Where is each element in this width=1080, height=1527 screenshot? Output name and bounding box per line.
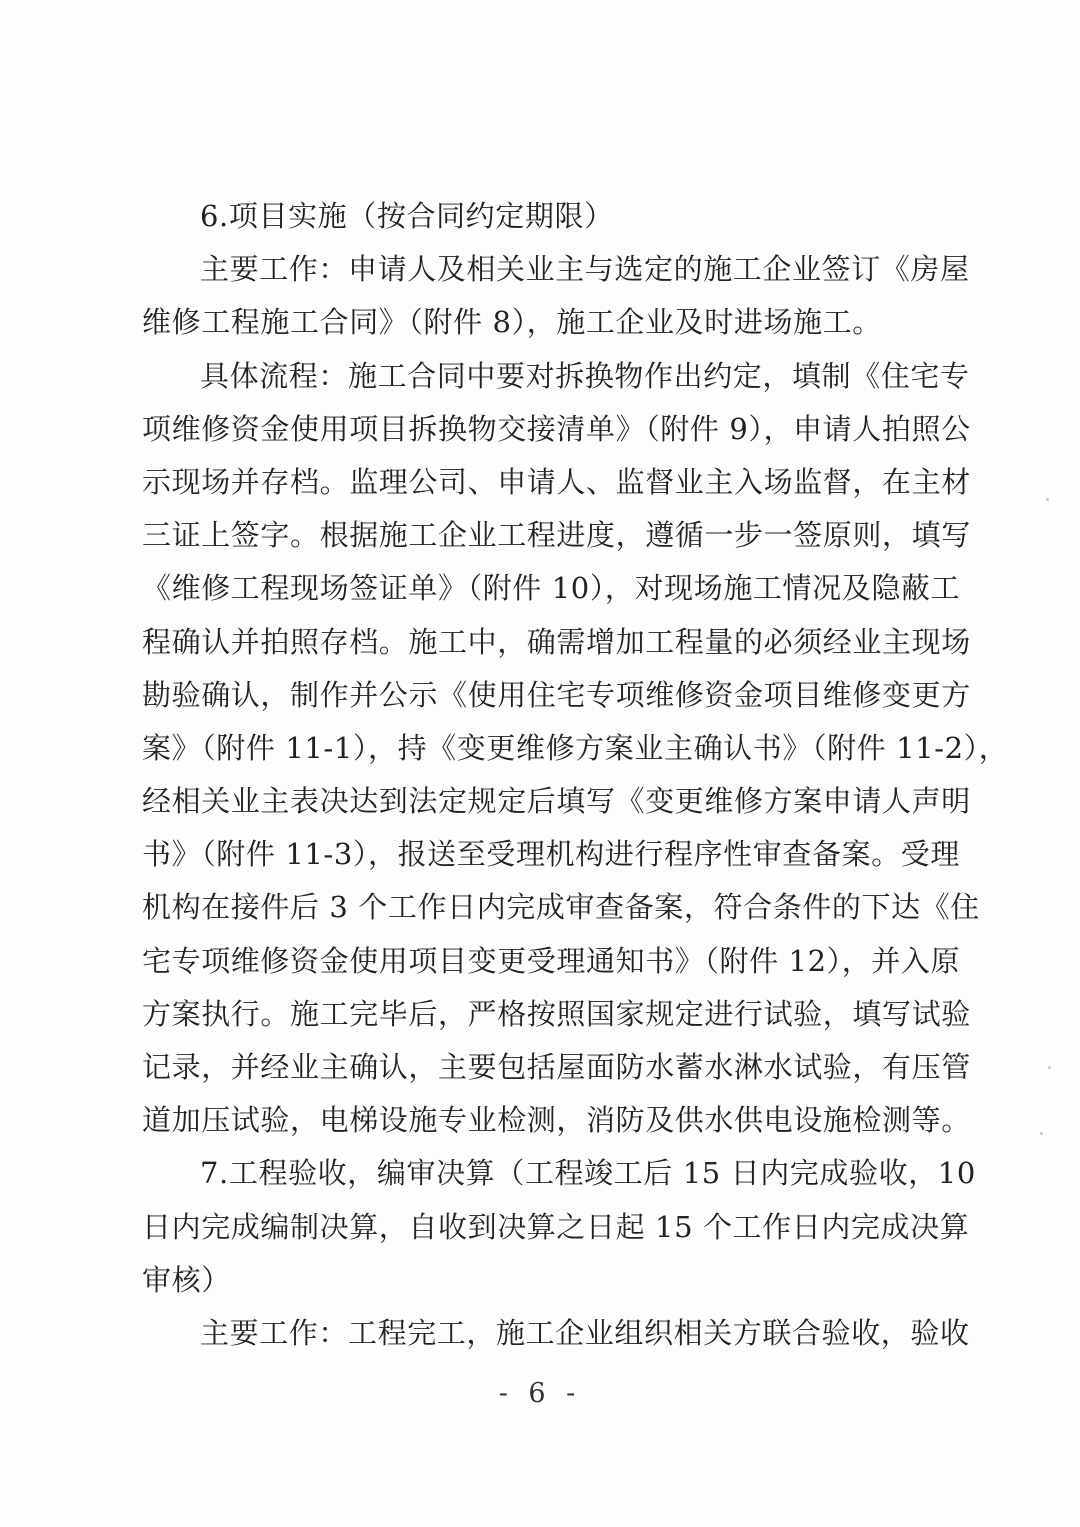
paragraph-line: 主要工作：申请人及相关业主与选定的施工企业签订《房屋 — [200, 252, 970, 287]
paragraph-line: 机构在接件后 3 个工作日内完成审查备案，符合条件的下达《住 — [142, 890, 980, 925]
paragraph-line: 示现场并存档。监理公司、申请人、监督业主入场监督，在主材 — [142, 464, 971, 499]
document-body — [142, 190, 1009, 1360]
paragraph-line: 道加压试验，电梯设施专业检测，消防及供水供电设施检测等。 — [142, 1103, 971, 1138]
paragraph-line: 《维修工程现场签证单》（附件 10），对现场施工情况及隐蔽工 — [142, 571, 961, 606]
scan-speck — [1046, 498, 1049, 501]
paragraph-line: 维修工程施工合同》（附件 8），施工企业及时进场施工。 — [142, 305, 882, 340]
paragraph-line: 具体流程：施工合同中要对拆换物作出约定，填制《住宅专 — [200, 358, 970, 393]
scan-speck — [1040, 1132, 1043, 1135]
paragraph-line: 三证上签字。根据施工企业工程进度，遵循一步一签原则，填写 — [142, 518, 971, 553]
paragraph-line: 书》（附件 11-3），报送至受理机构进行程序性审查备案。受理 — [142, 837, 960, 872]
paragraph-line: 项维修资金使用项目拆换物交接清单》（附件 9），申请人拍照公 — [142, 411, 971, 446]
paragraph-line: 案》（附件 11-1），持《变更维修方案业主确认书》（附件 11-2）， — [142, 730, 1009, 765]
paragraph-line: 主要工作：工程完工，施工企业组织相关方联合验收，验收 — [200, 1315, 970, 1350]
paragraph-line: 宅专项维修资金使用项目变更受理通知书》（附件 12），并入原 — [142, 943, 961, 978]
scan-speck — [1048, 1066, 1051, 1069]
paragraph-line: 审核） — [142, 1262, 231, 1297]
page-number: - 6 - — [498, 1378, 582, 1409]
paragraph-line: 勘验确认，制作并公示《使用住宅专项维修资金项目维修变更方 — [142, 677, 971, 712]
paragraph-line: 方案执行。施工完毕后，严格按照国家规定进行试验，填写试验 — [142, 996, 971, 1031]
section-heading-6: 6.项目实施（按合同约定期限） — [200, 199, 614, 233]
paragraph-line: 日内完成编制决算，自收到决算之日起 15 个工作日内完成决算 — [142, 1209, 970, 1244]
section-heading-7: 7.工程验收，编审决算（工程竣工后 15 日内完成验收，10 — [200, 1156, 976, 1191]
paragraph-line: 经相关业主表决达到法定规定后填写《变更维修方案申请人声明 — [142, 784, 971, 819]
paragraph-line: 程确认并拍照存档。施工中，确需增加工程量的必须经业主现场 — [142, 624, 971, 659]
paragraph-line: 记录，并经业主确认，主要包括屋面防水蓄水淋水试验，有压管 — [142, 1050, 971, 1084]
